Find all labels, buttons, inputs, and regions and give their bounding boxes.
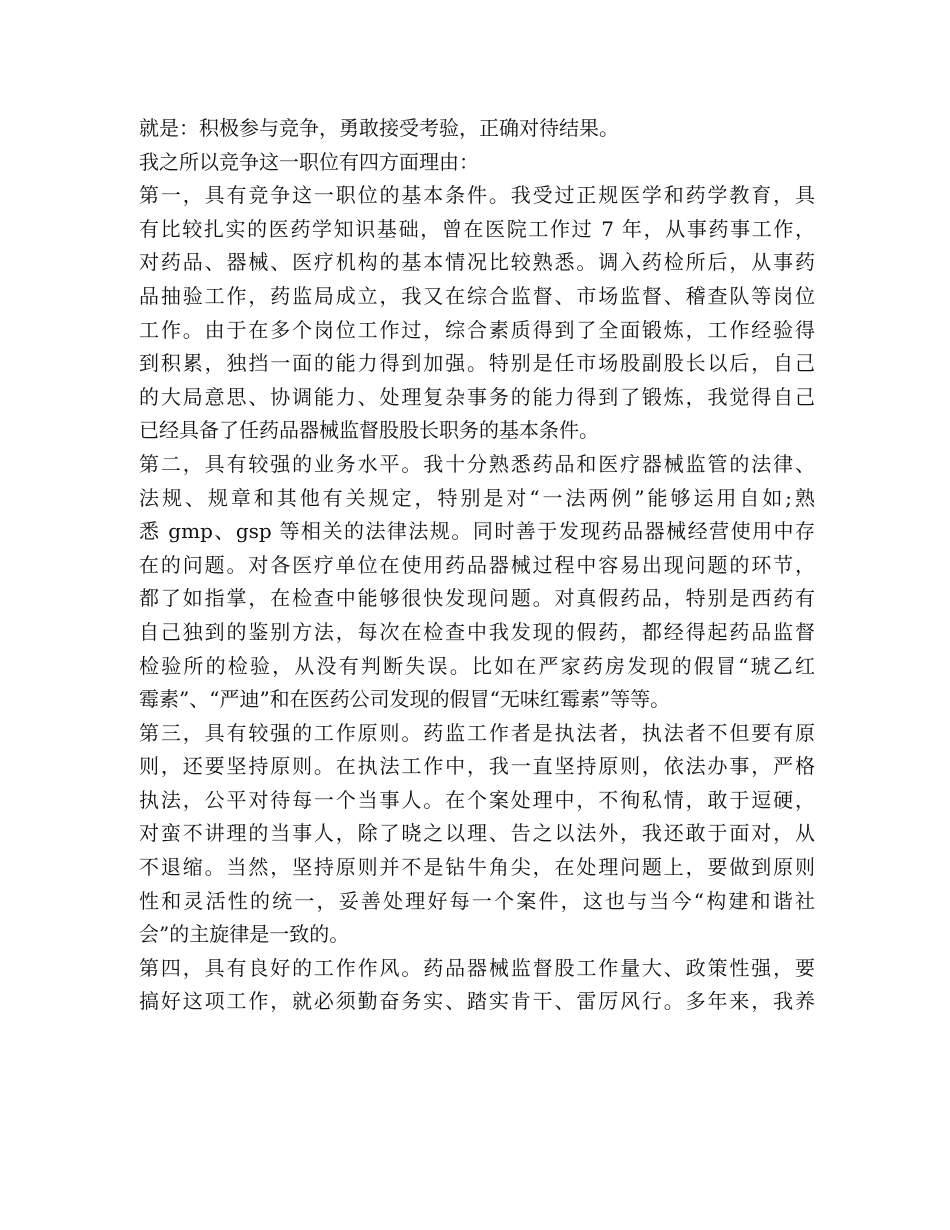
text-line: 对药品、器械、医疗机构的基本情况比较熟悉。调入药检所后，从事药 (139, 250, 815, 275)
text-line: 有比较扎实的医药学知识基础，曾在医院工作过 7 年，从事药事工作， (139, 216, 815, 241)
text-line: 对蛮不讲理的当事人，除了晓之以理、告之以法外，我还敢于面对，从 (139, 821, 815, 846)
text-line: 第四，具有良好的工作作风。药品器械监督股工作量大、政策性强，要 (139, 955, 815, 980)
text-line: 的大局意思、协调能力、处理复杂事务的能力得到了锻炼，我觉得自己 (139, 384, 815, 409)
text-line: 第二，具有较强的业务水平。我十分熟悉药品和医疗器械监管的法律、 (139, 451, 815, 476)
document-page (139, 112, 815, 1019)
text-line: 第三，具有较强的工作原则。药监工作者是执法者，执法者不但要有原 (139, 720, 815, 745)
text-line: 搞好这项工作，就必须勤奋务实、踏实肯干、雷厉风行。多年来，我养 (139, 989, 815, 1014)
text-line: 已经具备了任药品器械监督股股长职务的基本条件。 (139, 418, 599, 443)
text-line: 自己独到的鉴别方法，每次在检查中我发现的假药，都经得起药品监督 (139, 619, 815, 644)
text-line: 就是：积极参与竞争，勇敢接受考验，正确对待结果。 (139, 116, 619, 140)
text-line: 性和灵活性的统一，妥善处理好每一个案件，这也与当今“构建和谐社 (139, 888, 815, 913)
text-line: 在的问题。对各医疗单位在使用药品器械过程中容易出现问题的环节， (139, 552, 815, 577)
text-line: 执法，公平对待每一个当事人。在个案处理中，不徇私情，敢于逗硬， (139, 787, 815, 812)
text-line: 工作。由于在多个岗位工作过，综合素质得到了全面锻炼，工作经验得 (139, 317, 815, 342)
text-line: 法规、规章和其他有关规定，特别是对“一法两例”能够运用自如;熟 (139, 485, 815, 510)
text-line: 悉 gmp、gsp 等相关的法律法规。同时善于发现药品器械经营使用中存 (139, 519, 815, 544)
text-line: 会”的主旋律是一致的。 (139, 922, 350, 947)
text-line: 检验所的检验，从没有判断失误。比如在严家药房发现的假冒“琥乙红 (139, 653, 815, 678)
text-line: 第一，具有竞争这一职位的基本条件。我受过正规医学和药学教育，具 (139, 183, 815, 208)
text-line: 到积累，独挡一面的能力得到加强。特别是任市场股副股长以后，自己 (139, 351, 815, 376)
text-line: 品抽验工作，药监局成立，我又在综合监督、市场监督、稽查队等岗位 (139, 283, 815, 308)
text-line: 霉素”、“严迪”和在医药公司发现的假冒“无味红霉素”等等。 (139, 687, 671, 712)
text-line: 则，还要坚持原则。在执法工作中，我一直坚持原则，依法办事，严格 (139, 754, 815, 779)
text-line: 我之所以竞争这一职位有四方面理由： (139, 149, 479, 174)
text-line: 都了如指掌，在检查中能够很快发现问题。对真假药品，特别是西药有 (139, 586, 815, 611)
text-line: 不退缩。当然，坚持原则并不是钻牛角尖，在处理问题上，要做到原则 (139, 855, 815, 880)
